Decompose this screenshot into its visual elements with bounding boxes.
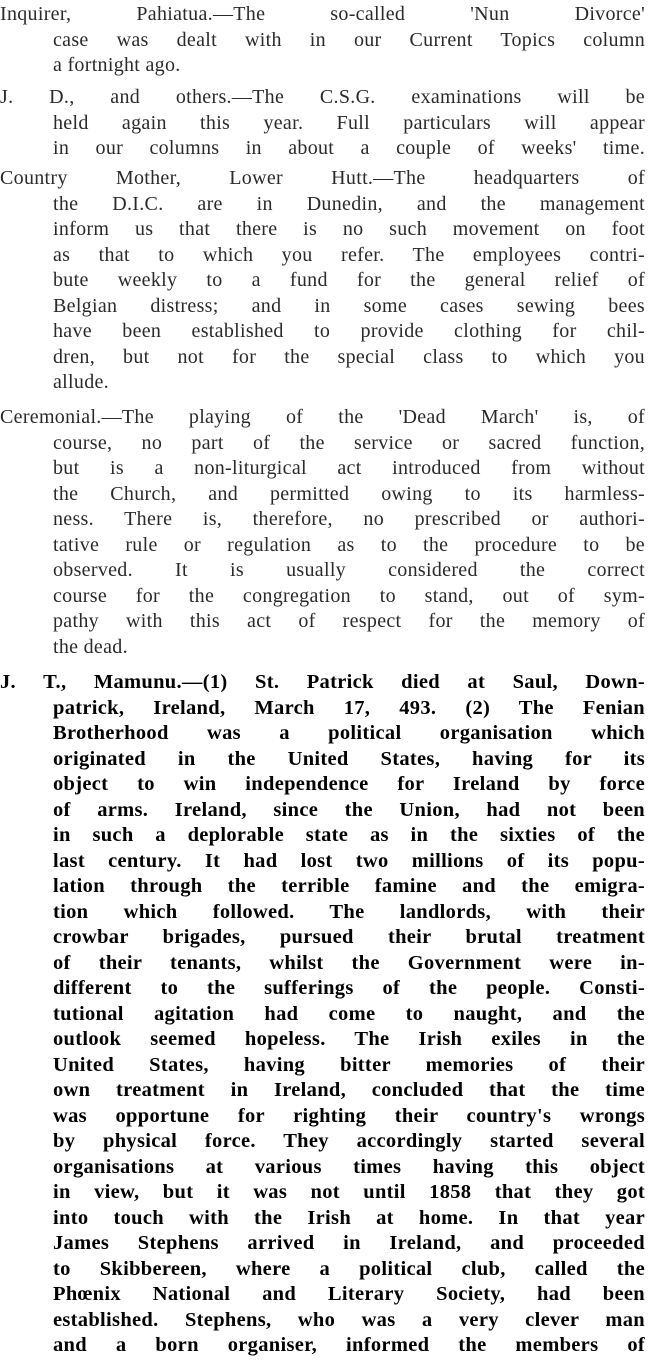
- text-line: course, no part of the service or sacred function,: [53, 431, 645, 454]
- text-line: Brotherhood was a political organisation which: [53, 722, 645, 744]
- text-line: tutional agitation had come to naught, and the: [53, 1002, 645, 1025]
- text-line: James Stephens arrived in Ireland, and proceeded: [53, 1232, 645, 1254]
- text-line: of their tenants, whilst the Government were in-: [53, 951, 645, 974]
- text-line: bute weekly to a fund for the general relief of: [53, 269, 645, 291]
- text-line: ness. There is, therefore, no prescribed or authori-: [53, 508, 645, 530]
- text-line: in our columns in about a couple of weeks' time.: [53, 137, 645, 159]
- text-line: object to win independence for Ireland by force: [53, 773, 645, 795]
- text-line: have been established to provide clothing for chil-: [53, 320, 645, 342]
- text-line: organisations at various times having this object: [53, 1155, 645, 1178]
- answer-jd: [0, 85, 645, 162]
- text-line: was opportune for righting their country's wrongs: [53, 1104, 645, 1127]
- answer-jt: [0, 670, 645, 1359]
- text-line: tion which followed. The landlords, with their: [53, 900, 645, 923]
- text-line: crowbar brigades, pursued their brutal treatment: [53, 926, 645, 948]
- text-line: dren, but not for the special class to which you: [53, 345, 645, 368]
- text-line: but is a non-liturgical act introduced from without: [53, 457, 645, 479]
- text-line: different to the sufferings of the people. Consti-: [53, 977, 645, 999]
- text-line: in such a deplorable state as in the sixties of the: [53, 824, 645, 846]
- text-line: observed. It is usually considered the correct: [53, 559, 645, 581]
- text-line: Ceremonial.—The playing of the 'Dead March' is, of: [0, 406, 645, 428]
- text-line: and a born organiser, informed the members of: [53, 1334, 645, 1356]
- text-line: inform us that there is no such movement on foot: [53, 218, 645, 240]
- answer-country-mother: [0, 166, 645, 396]
- text-line: J. D., and others.—The C.S.G. examinations will be: [0, 86, 645, 108]
- text-line: as that to which you refer. The employees contri-: [53, 243, 645, 266]
- text-line: a fortnight ago.: [53, 54, 181, 76]
- text-line: Belgian distress; and in some cases sewing bees: [53, 294, 645, 317]
- text-line: the D.I.C. are in Dunedin, and the management: [53, 192, 645, 215]
- text-line: to Skibbereen, where a political club, called the: [53, 1257, 645, 1280]
- text-line: J. T., Mamunu.—(1) St. Patrick died at Saul, Down-: [0, 671, 645, 693]
- text-line: allude.: [53, 371, 109, 393]
- text-line: into touch with the Irish at home. In that year: [53, 1206, 645, 1229]
- text-line: by physical force. They accordingly started several: [53, 1130, 645, 1152]
- text-line: lation through the terrible famine and the emigra-: [53, 875, 645, 897]
- text-line: established. Stephens, who was a very clever man: [53, 1308, 645, 1331]
- answer-inquirer: [0, 2, 645, 79]
- text-line: course for the congregation to stand, out of sym-: [53, 584, 645, 607]
- text-line: the dead.: [53, 635, 128, 658]
- text-line: Country Mother, Lower Hutt.—The headquarters of: [0, 167, 645, 189]
- text-line: United States, having bitter memories of their: [53, 1053, 645, 1076]
- text-line: tative rule or regulation as to the procedure to be: [53, 533, 645, 556]
- text-line: originated in the United States, having for its: [53, 747, 645, 770]
- text-line: the Church, and permitted owing to its harmless-: [53, 482, 645, 505]
- text-line: held again this year. Full particulars will appear: [53, 111, 645, 134]
- text-line: Phœnix National and Literary Society, had been: [53, 1283, 645, 1305]
- text-line: last century. It had lost two millions of its popu-: [53, 849, 645, 872]
- text-line: patrick, Ireland, March 17, 493. (2) The Fenian: [53, 696, 645, 719]
- text-line: outlook seemed hopeless. The Irish exiles in the: [53, 1028, 645, 1050]
- text-line: own treatment in Ireland, concluded that the time: [53, 1079, 645, 1101]
- text-line: Inquirer, Pahiatua.—The so-called 'Nun Divorce': [0, 3, 645, 25]
- text-line: of arms. Ireland, since the Union, had not been: [53, 798, 645, 821]
- answer-ceremonial: [0, 405, 645, 660]
- text-line: case was dealt with in our Current Topics column: [53, 28, 645, 51]
- text-line: in view, but it was not until 1858 that they got: [53, 1181, 645, 1203]
- text-line: pathy with this act of respect for the memory of: [53, 610, 645, 632]
